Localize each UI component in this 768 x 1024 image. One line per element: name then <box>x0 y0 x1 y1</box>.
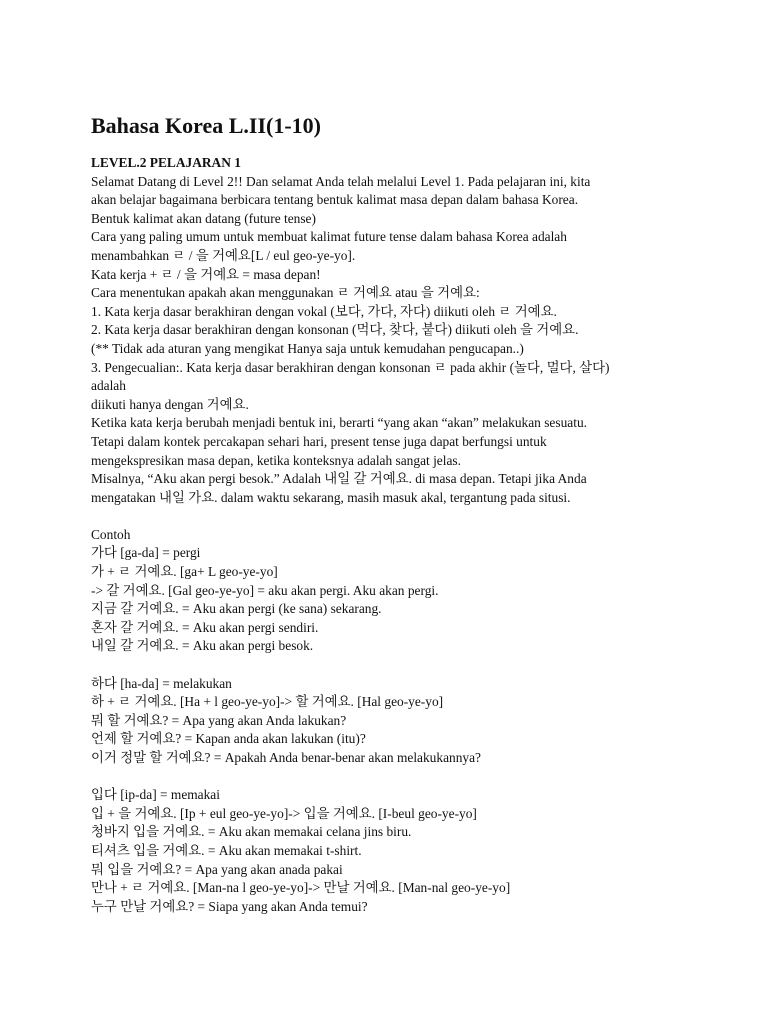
intro-paragraph <box>91 173 691 508</box>
text-line: diikuti hanya dengan 거예요. <box>91 396 249 412</box>
example-line: -> 갈 거예요. [Gal geo-ye-yo] = aku akan pergi. Aku akan pergi. <box>91 582 439 598</box>
example-line: 언제 할 거예요? = Kapan anda akan lakukan (itu)? <box>91 731 366 747</box>
spacer <box>91 656 691 675</box>
document-body <box>91 154 691 916</box>
spacer <box>91 768 691 787</box>
example-line: 청바지 입을 거예요. = Aku akan memakai celana jins biru. <box>91 824 412 840</box>
text-line: Cara menentukan apakah akan menggunakan ㄹ 거예요 atau 을 거예요: <box>91 285 480 301</box>
text-line: mengekspresikan masa depan, ketika konteksnya adalah sangat jelas. <box>91 452 461 468</box>
text-line: Selamat Datang di Level 2!! Dan selamat Anda telah melalui Level 1. Pada pelajaran ini, kita <box>91 173 591 189</box>
example-line: 뭐 할 거예요? = Apa yang akan Anda lakukan? <box>91 712 347 728</box>
example-group-ipda <box>91 786 691 916</box>
text-line: Misalnya, “Aku akan pergi besok.” Adalah 내일 갈 거예요. di masa depan. Tetapi jika Anda <box>91 471 587 487</box>
example-group-gada <box>91 544 691 656</box>
example-line: 하다 [ha-da] = melakukan <box>91 675 232 691</box>
example-line: 티셔츠 입을 거예요. = Aku akan memakai t-shirt. <box>91 842 362 858</box>
example-line: 누구 만날 거예요? = Siapa yang akan Anda temui? <box>91 898 368 914</box>
text-line: Cara yang paling umum untuk membuat kalimat future tense dalam bahasa Korea adalah <box>91 229 567 245</box>
example-line: 만나 + ㄹ 거예요. [Man-na l geo-ye-yo]-> 만날 거예요. [Man-nal geo-ye-yo] <box>91 880 511 896</box>
example-line: 내일 갈 거예요. = Aku akan pergi besok. <box>91 638 314 654</box>
text-line: Tetapi dalam kontek percakapan sehari hari, present tense juga dapat berfungsi untuk <box>91 433 547 449</box>
text-line: Bentuk kalimat akan datang (future tense) <box>91 210 316 226</box>
example-line: 이거 정말 할 거예요? = Apakah Anda benar-benar akan melakukannya? <box>91 750 481 765</box>
text-line: akan belajar bagaimana berbicara tentang bentuk kalimat masa depan dalam bahasa Korea. <box>91 192 579 208</box>
example-line: 지금 갈 거예요. = Aku akan pergi (ke sana) sekarang. <box>91 601 382 617</box>
text-line: adalah <box>91 378 126 394</box>
examples-label: Contoh <box>91 526 131 542</box>
example-group-hada <box>91 675 691 768</box>
text-line: Ketika kata kerja berubah menjadi bentuk ini, berarti “yang akan “akan” melakukan sesuatu. <box>91 415 587 431</box>
spacer <box>91 507 691 526</box>
text-line: mengatakan 내일 가요. dalam waktu sekarang, masih masuk akal, tergantung pada situsi. <box>91 489 571 505</box>
text-line: 1. Kata kerja dasar berakhiran dengan vokal (보다, 가다, 자다) diikuti oleh ㄹ 거예요. <box>91 303 557 319</box>
text-line: Kata kerja + ㄹ / 을 거예요 = masa depan! <box>91 266 321 282</box>
example-line: 가다 [ga-da] = pergi <box>91 545 201 561</box>
example-line: 입 + 을 거예요. [Ip + eul geo-ye-yo]-> 입을 거예요. [I-beul geo-ye-yo] <box>91 805 477 821</box>
example-line: 입다 [ip-da] = memakai <box>91 787 220 803</box>
document-title: Bahasa Korea L.II(1-10) <box>91 113 321 138</box>
lesson-heading: LEVEL.2 PELAJARAN 1 <box>91 155 241 170</box>
example-line: 혼자 갈 거예요. = Aku akan pergi sendiri. <box>91 619 319 635</box>
text-line: (** Tidak ada aturan yang mengikat Hanya saja untuk kemudahan pengucapan..) <box>91 340 524 356</box>
text-line: menambahkan ㄹ / 을 거예요[L / eul geo-ye-yo]. <box>91 247 356 263</box>
text-line: 2. Kata kerja dasar berakhiran dengan konsonan (먹다, 찾다, 붙다) diikuti oleh 을 거예요. <box>91 322 579 338</box>
text-line: 3. Pengecualian:. Kata kerja dasar berakhiran dengan konsonan ㄹ pada akhir (놀다, 멀다, 살다) <box>91 359 610 375</box>
example-line: 가 + ㄹ 거예요. [ga+ L geo-ye-yo] <box>91 564 278 580</box>
example-line: 뭐 입을 거예요? = Apa yang akan anada pakai <box>91 861 343 877</box>
example-line: 하 + ㄹ 거예요. [Ha + l geo-ye-yo]-> 할 거예요. [Hal geo-ye-yo] <box>91 694 444 710</box>
